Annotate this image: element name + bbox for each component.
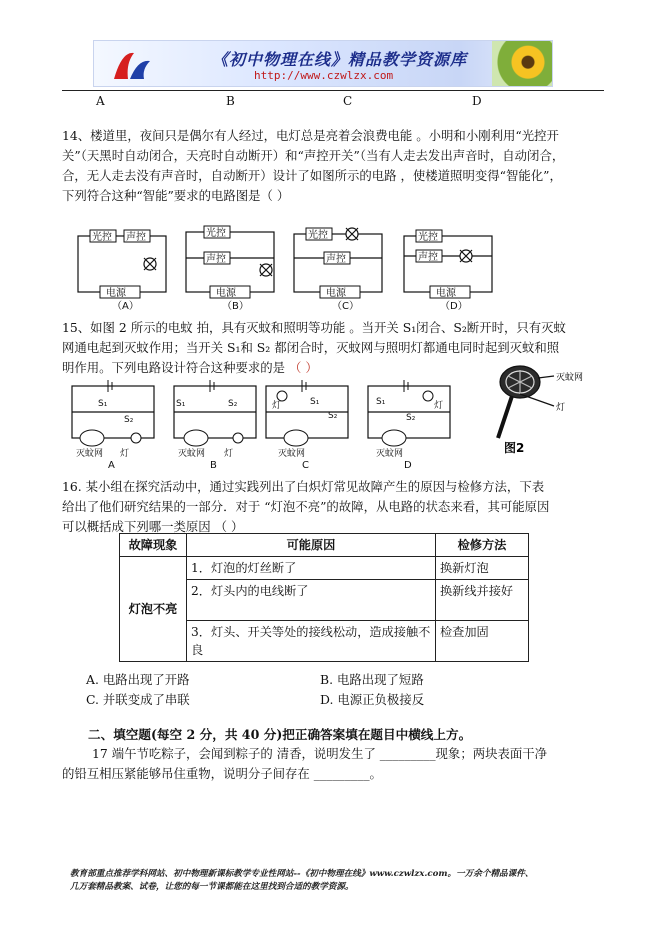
q15-c-net-label: 灭蚊网 [278, 449, 306, 459]
q15-b-net-label: 灭蚊网 [178, 449, 206, 459]
q16-choice-c: C. 并联变成了串联 [86, 692, 190, 707]
prev-option-c: C [343, 94, 353, 108]
q14-text [62, 126, 622, 206]
q14-b-power-label: 电源 [216, 288, 236, 299]
fault-table [119, 533, 529, 662]
q15-b-lamp-label: 灯 [224, 449, 234, 459]
q14-option-a: （A） [112, 301, 139, 312]
header-method: 检修方法 [436, 534, 529, 557]
header-cause: 可能原因 [187, 534, 436, 557]
method-1: 换新灯泡 [436, 557, 529, 580]
banner-title: 《初中物理在线》精品教学资源库 [212, 50, 468, 69]
q14-a-sound-label: 声控 [126, 232, 146, 243]
q16-choice-a: A. 电路出现了开路 [86, 672, 190, 687]
q15-d-s2-label: S₂ [406, 413, 416, 423]
q14-a-light-label: 光控 [92, 232, 112, 243]
q15-d-s1-label: S₁ [376, 397, 386, 407]
cause-1: 1．灯泡的灯丝断了 [187, 557, 436, 580]
q14-option-c: （C） [332, 301, 359, 312]
q14-line2: 关”（天黑时自动闭合，天亮时自动断开）和“声控开关”（当有人走去发出声音时，自动闭合， [62, 148, 565, 163]
q14-circuit-figure [70, 224, 500, 312]
banner-url[interactable]: http://www.czwlzx.com [254, 69, 394, 82]
q15-b-s2-label: S₂ [228, 399, 238, 409]
q16-line1: 16. 某小组在探究活动中，通过实践列出了白炽灯常见故障产生的原因与检修方法，下表 [62, 479, 545, 494]
q14-d-light-label: 光控 [418, 232, 438, 243]
q17-line1: 17 端午节吃粽子，会闻到粽子的 清香，说明发生了 _________现象；两块表面干净 [92, 746, 548, 761]
q15-d-lamp-label: 灯 [434, 401, 444, 411]
q14-option-b: （B） [222, 301, 249, 312]
header-phenomenon: 故障现象 [120, 534, 187, 557]
q14-c-sound-label: 声控 [326, 254, 346, 265]
q14-line4: 下列符合这种“智能”要求的电路图是（ ） [62, 188, 290, 203]
footer-line1: 教育部重点推荐学科网站、初中物理新课标教学专业性网站--《初中物理在线》www.czwlzx.com。一万余个精品课件、 [70, 869, 534, 879]
q15-line3: 明作用。下列电路设计符合这种要求的是 [62, 360, 286, 375]
q15-c-lamp-label: 灯 [272, 401, 282, 411]
q14-a-power-label: 电源 [106, 288, 126, 299]
site-logo-icon [108, 45, 156, 83]
q15-option-d: D [404, 460, 412, 470]
phenomenon-cell: 灯泡不亮 [120, 557, 187, 662]
method-2: 换新线并接好 [436, 580, 529, 621]
q14-d-power-label: 电源 [436, 288, 456, 299]
page-footer [70, 868, 610, 894]
q15-c-s2-label: S₂ [328, 411, 338, 421]
q15-line1: 15、如图 2 所示的电蚊 拍，具有灭蚊和照明等功能 。当开关 S₁闭合、S₂断开时，只有灭蚊 [62, 320, 566, 335]
q15-answer-bracket: （ ） [288, 360, 318, 375]
q17-line2: 的铅互相压紧能够吊住重物，说明分子间存在 _________。 [62, 766, 382, 781]
q14-b-sound-label: 声控 [206, 254, 226, 265]
q16-choice-d: D. 电源正负极接反 [320, 692, 425, 707]
q15-a-s1-label: S₁ [98, 399, 108, 409]
q15-a-lamp-label: 灯 [120, 449, 130, 459]
sunflower-image [492, 41, 552, 87]
prev-option-a: A [96, 94, 105, 108]
q14-line1: 14、楼道里，夜间只是偶尔有人经过，电灯总是亮着会浪费电能 。小明和小刚利用“光控开 [62, 128, 559, 143]
q14-c-light-label: 光控 [308, 230, 328, 241]
q15-a-net-label: 灭蚊网 [76, 449, 104, 459]
racket-net-label: 灭蚊网 [556, 373, 584, 383]
figure-2-caption: 图2 [504, 441, 525, 455]
cause-3: 3．灯头、开关等处的接线松动，造成接触不良 [187, 621, 436, 662]
mosquito-racket-figure [490, 360, 600, 460]
q17-text [62, 744, 622, 784]
header-banner [93, 40, 553, 87]
q15-c-s1-label: S₁ [310, 397, 320, 407]
footer-line2: 几万套精品教案、试卷，让您的每一节课都能在这里找到合适的教学资源。 [70, 882, 354, 892]
q14-line3: 合，无人走去没有声音时，自动断开）设计了如图所示的电路 ，使楼道照明变得“智能化”， [62, 168, 562, 183]
cause-2: 2．灯头内的电线断了 [187, 580, 436, 621]
q15-d-net-label: 灭蚊网 [376, 449, 404, 459]
q14-c-power-label: 电源 [326, 288, 346, 299]
q14-d-sound-label: 声控 [418, 252, 438, 263]
section-2-heading: 二、填空题(每空 2 分，共 40 分)把正确答案填在题目中横线上方。 [88, 727, 472, 742]
q16-line2: 给出了他们研究结果的一部分．对于 “灯泡不亮”的故障，从电路的状态来看，其可能原因 [62, 499, 550, 514]
q15-option-c: C [302, 460, 309, 470]
method-3: 检查加固 [436, 621, 529, 662]
q15-a-s2-label: S₂ [124, 415, 134, 425]
q16-choice-b: B. 电路出现了短路 [320, 672, 424, 687]
racket-lamp-label: 灯 [556, 403, 566, 413]
prev-option-d: D [472, 94, 482, 108]
q16-text [62, 477, 622, 537]
q15-circuit-figure [64, 378, 464, 470]
q16-line3: 可以概括成下列哪一类原因 （ ） [62, 519, 244, 534]
prev-option-b: B [226, 94, 235, 108]
header-rule [62, 90, 604, 91]
q14-b-light-label: 光控 [206, 228, 226, 239]
q15-b-s1-label: S₁ [176, 399, 186, 409]
q15-option-a: A [108, 460, 115, 470]
q15-option-b: B [210, 460, 217, 470]
q14-option-d: （D） [440, 301, 468, 312]
q15-line2: 网通电起到灭蚊作用；当开关 S₁和 S₂ 都闭合时，灭蚊网与照明灯都通电同时起到灭蚊和照 [62, 340, 560, 355]
